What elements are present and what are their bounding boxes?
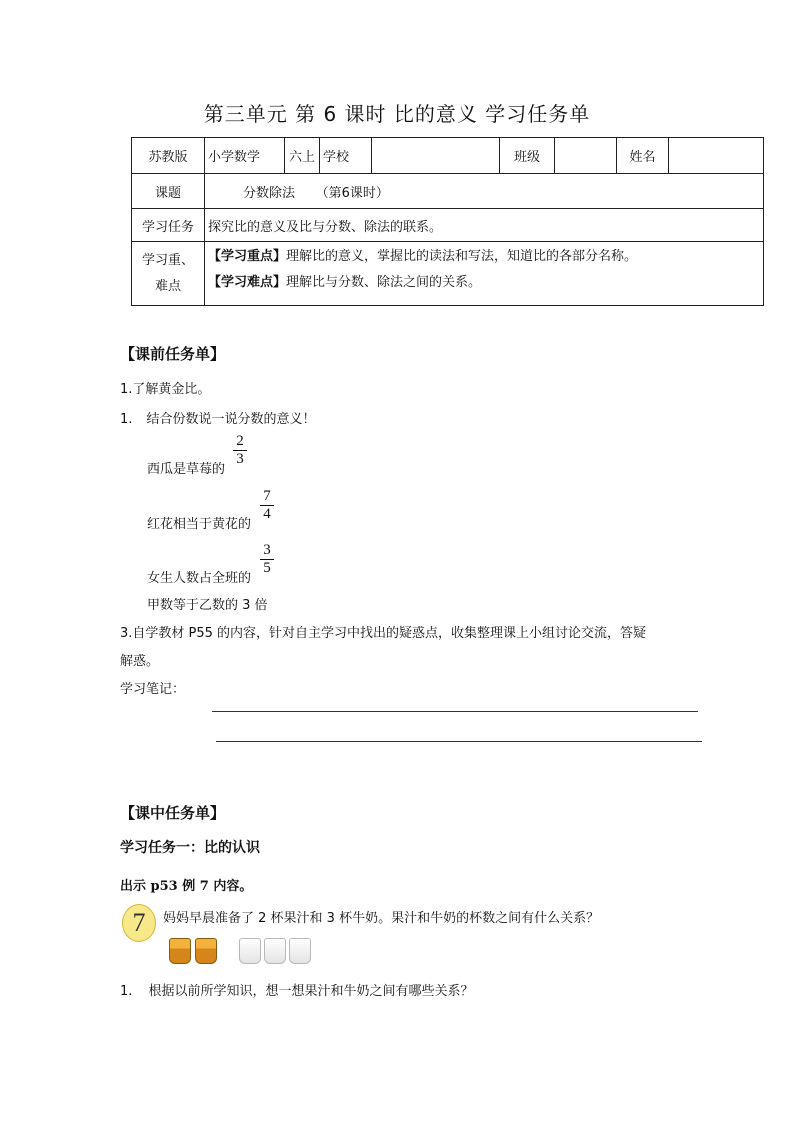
subject-cell: 小学数学	[205, 138, 285, 174]
juice-cup-icon	[195, 938, 217, 964]
publisher-cell: 苏教版	[132, 138, 205, 174]
milk-cup-icon	[289, 938, 311, 964]
pre-item-1: 1.了解黄金比。	[120, 382, 211, 397]
focus-label	[132, 242, 205, 306]
question-1	[120, 980, 474, 999]
grade-cell: 六上	[285, 138, 320, 174]
task-one-heading: 学习任务一：比的认识	[120, 840, 260, 856]
page-title: 第三单元 第 6 课时 比的意义 学习任务单	[203, 102, 591, 126]
fraction-7-4: 7 4	[260, 489, 274, 522]
in-class-heading: 【课中任务单】	[120, 804, 226, 822]
name-field[interactable]	[669, 138, 764, 174]
milk-cup-icon	[264, 938, 286, 964]
fraction-2-3: 2 3	[233, 434, 247, 467]
show-example-text: 出示 p53 例 7 内容。	[120, 879, 253, 894]
topic-value: 分数除法 （第6课时）	[205, 174, 764, 209]
difficulty-text: 理解比与分数、除法之间的关系。	[286, 275, 482, 290]
focus-label-line2: 难点	[154, 278, 181, 294]
example-7-text: 妈妈早晨准备了 2 杯果汁和 3 杯牛奶。果汁和牛奶的杯数之间有什么关系？	[163, 911, 600, 926]
juice-cup-icon	[169, 938, 191, 964]
example-watermelon: 西瓜是草莓的	[147, 462, 226, 477]
difficulty-line	[208, 270, 760, 296]
task-value: 探究比的意义及比与分数、除法的联系。	[205, 209, 764, 242]
question-1-text: 根据以前所学知识，想一想果汁和牛奶之间有哪些关系？	[148, 984, 474, 999]
pre-item-2	[120, 408, 316, 427]
key-point-tag: 【学习重点】	[208, 249, 287, 264]
topic-label: 课题	[132, 174, 205, 209]
notes-line-2[interactable]	[216, 741, 702, 742]
pre-item-2-text: 结合份数说一说分数的意义！	[146, 412, 316, 427]
notes-label: 学习笔记：	[120, 682, 186, 697]
key-point-line	[208, 244, 760, 270]
pre-item-2-number: 1.	[120, 412, 133, 427]
focus-label-line1: 学习重、	[141, 252, 194, 268]
focus-content	[205, 242, 764, 306]
school-label: 学校	[320, 138, 372, 174]
question-1-number: 1.	[120, 984, 133, 999]
class-label: 班级	[500, 138, 555, 174]
example-red-flower: 红花相当于黄花的	[147, 517, 252, 532]
pre-item-3-line1: 3.自学教材 P55 的内容，针对自主学习中找出的疑惑点，收集整理课上小组讨论交流，答疑	[120, 626, 647, 641]
example-multiple: 甲数等于乙数的 3 倍	[147, 598, 268, 613]
difficulty-tag: 【学习难点】	[208, 275, 287, 290]
key-point-text: 理解比的意义，掌握比的读法和写法，知道比的各部分名称。	[286, 249, 638, 264]
example-girls: 女生人数占全班的	[147, 571, 252, 586]
notes-line-1[interactable]	[212, 711, 698, 712]
info-table	[131, 137, 764, 306]
school-field[interactable]	[372, 138, 500, 174]
pre-task-heading: 【课前任务单】	[120, 345, 226, 363]
task-label: 学习任务	[132, 209, 205, 242]
name-label: 姓名	[617, 138, 669, 174]
fraction-3-5: 3 5	[260, 543, 274, 576]
milk-cup-icon	[239, 938, 261, 964]
example-number-badge: 7	[122, 904, 156, 942]
pre-item-3-line2: 解惑。	[120, 654, 160, 669]
class-field[interactable]	[555, 138, 617, 174]
